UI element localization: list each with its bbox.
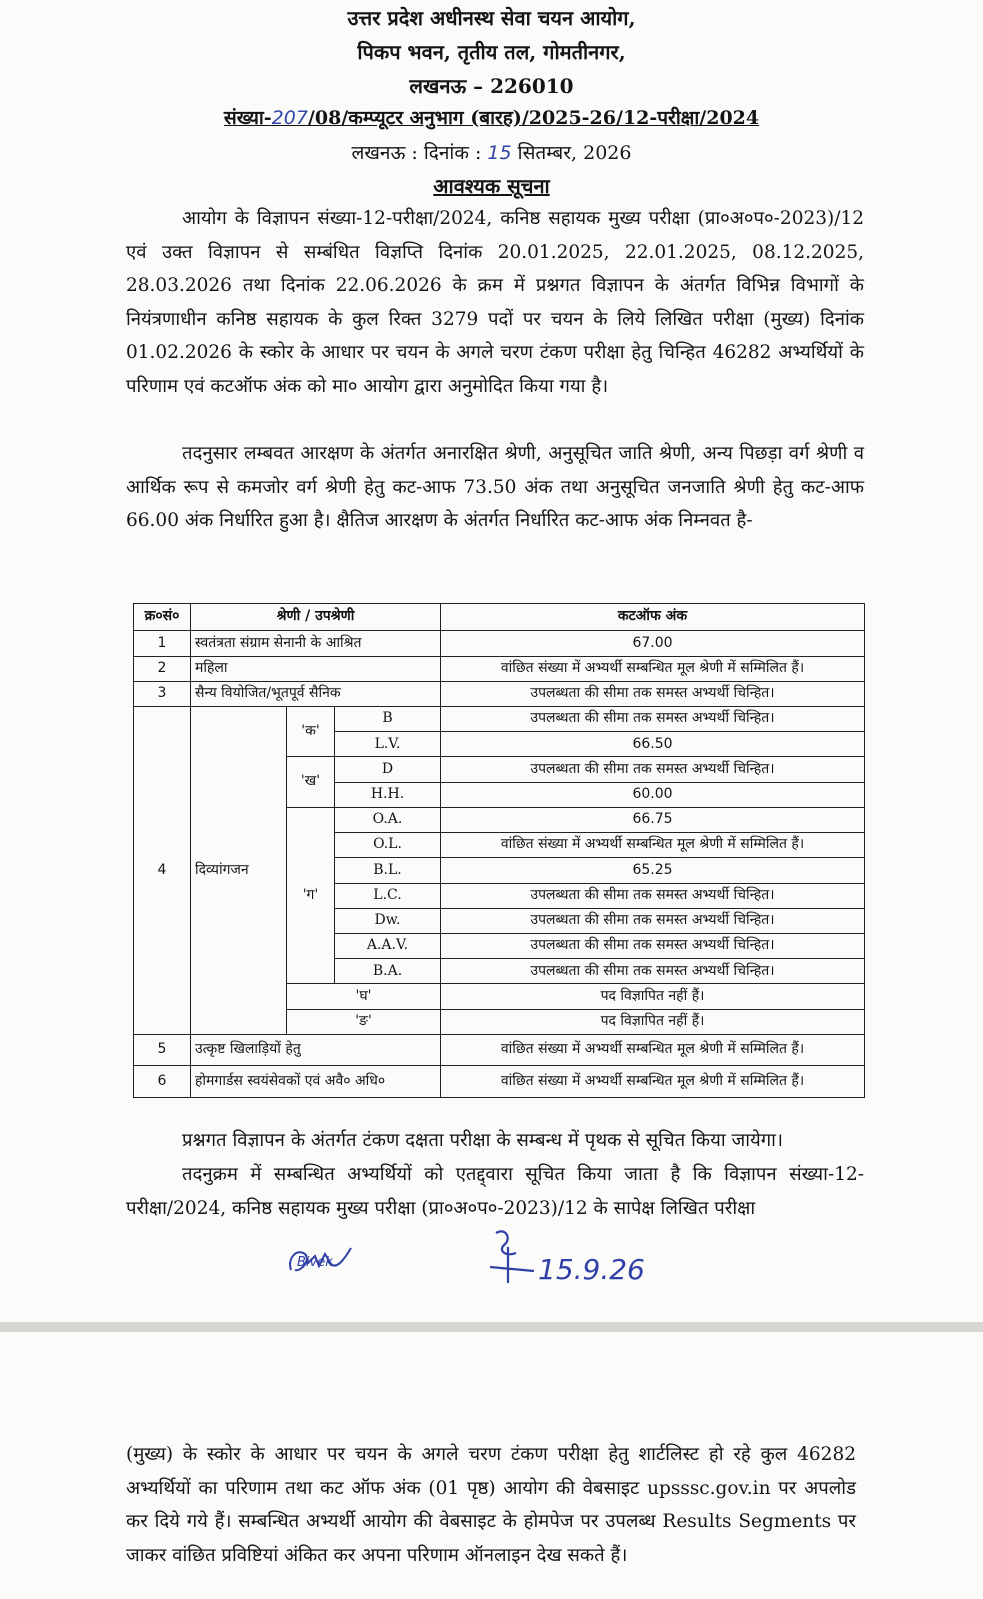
table-row bbox=[134, 656, 865, 681]
serial-cell: 3 bbox=[134, 681, 191, 706]
group-ka-cell: 'क' bbox=[287, 706, 335, 756]
table-row bbox=[134, 1034, 865, 1066]
serial-cell: 1 bbox=[134, 631, 191, 656]
category-cell: सैन्य वियोजित/भूतपूर्व सैनिक bbox=[191, 681, 441, 706]
serial-cell: 2 bbox=[134, 656, 191, 681]
cutoff-cell: उपलब्धता की सीमा तक समस्त अभ्यर्थी चिन्हित। bbox=[441, 757, 865, 782]
cutoff-cell: पद विज्ञापित नहीं हैं। bbox=[441, 984, 865, 1009]
cutoff-table bbox=[133, 603, 865, 1098]
group-gha-cell: 'घ' bbox=[287, 984, 441, 1009]
table-row bbox=[134, 631, 865, 656]
table-row bbox=[134, 1066, 865, 1098]
cutoff-cell: वांछित संख्या में अभ्यर्थी सम्बन्धित मूल श्रेणी में सम्मिलित हैं। bbox=[441, 833, 865, 858]
paragraph-2-text: तदनुसार लम्बवत आरक्षण के अंतर्गत अनारक्षित श्रेणी, अनुसूचित जाति श्रेणी, अन्य पिछड़ा वर्ग श्रेणी व आर्थिक रूप से कमजोर वर्ग श्रेणी हेतु कट-आफ 73.50 अंक तथा अनुसूचित जनजाति श्रेणी हेतु कट-आफ 66.00 अंक निर्धारित हुआ है। क्षैतिज आरक्षण के अंतर्गत निर्धारित कट-आफ अंक निम्नवत है- bbox=[126, 443, 864, 532]
serial-cell: 4 bbox=[134, 706, 191, 1034]
subcode-cell: O.A. bbox=[335, 807, 441, 832]
paragraph-1 bbox=[126, 202, 864, 404]
paragraph-5-text: (मुख्य) के स्कोर के आधार पर चयन के अगले चरण टंकण परीक्षा हेतु शार्टलिस्ट हो रहे कुल 46282 अभ्यर्थियों का परिणाम तथा कट ऑफ अंक (01 पृष्ठ) आयोग की वेबसाइट upsssc.gov.in पर अपलोड कर दिये गये हैं। सम्बन्धित अभ्यर्थी आयोग की वेबसाइट के होमपेज पर उपलब्ध Results Segments पर जाकर वांछित प्रविष्टियां अंकित कर अपना परिणाम ऑनलाइन देख सकते हैं। bbox=[126, 1444, 856, 1566]
paragraph-3-text: प्रश्नगत विज्ञापन के अंतर्गत टंकण दक्षता परीक्षा के सम्बन्ध में पृथक से सूचित किया जायेगा। bbox=[182, 1130, 783, 1151]
header-cutoff: कटऑफ अंक bbox=[441, 604, 865, 631]
ref-prefix: संख्या- bbox=[223, 107, 272, 129]
paragraph-4-text: तदनुक्रम में सम्बन्धित अभ्यर्थियों को एतद्द्वारा सूचित किया जाता है कि विज्ञापन संख्या-12-परीक्षा/2024, कनिष्ठ सहायक मुख्य परीक्षा (प्रा०अ०प०-2023)/12 के सापेक्ष लिखित परीक्षा bbox=[126, 1164, 864, 1219]
header-category: श्रेणी / उपश्रेणी bbox=[191, 604, 441, 631]
cutoff-cell: 60.00 bbox=[441, 782, 865, 807]
subcode-cell: H.H. bbox=[335, 782, 441, 807]
cutoff-cell: उपलब्धता की सीमा तक समस्त अभ्यर्थी चिन्हित। bbox=[441, 681, 865, 706]
subcode-cell: Dw. bbox=[335, 908, 441, 933]
category-cell: स्वतंत्रता संग्राम सेनानी के आश्रित bbox=[191, 631, 441, 656]
signature-date: 15.9.26 bbox=[538, 1253, 645, 1286]
header-org-name: उत्तर प्रदेश अधीनस्थ सेवा चयन आयोग, bbox=[347, 6, 636, 30]
category-cell: दिव्यांगजन bbox=[191, 706, 287, 1034]
cutoff-cell: वांछित संख्या में अभ्यर्थी सम्बन्धित मूल श्रेणी में सम्मिलित हैं। bbox=[441, 1066, 865, 1098]
cutoff-cell: 66.75 bbox=[441, 807, 865, 832]
date-suffix: सितम्बर, 2026 bbox=[517, 142, 632, 164]
cutoff-cell: 67.00 bbox=[441, 631, 865, 656]
subcode-cell: O.L. bbox=[335, 833, 441, 858]
group-ga-cell: 'ग' bbox=[287, 807, 335, 984]
cutoff-cell: 66.50 bbox=[441, 732, 865, 757]
date-prefix: लखनऊ : दिनांक : bbox=[351, 142, 482, 164]
date-handwritten: 15 bbox=[487, 142, 512, 164]
category-cell: उत्कृष्ट खिलाड़ियों हेतु bbox=[191, 1034, 441, 1066]
reference-number bbox=[0, 104, 983, 130]
subcode-cell: D bbox=[335, 757, 441, 782]
cutoff-cell: वांछित संख्या में अभ्यर्थी सम्बन्धित मूल श्रेणी में सम्मिलित हैं। bbox=[441, 656, 865, 681]
paragraph-5 bbox=[126, 1438, 856, 1572]
paragraph-1-text: आयोग के विज्ञापन संख्या-12-परीक्षा/2024, कनिष्ठ सहायक मुख्य परीक्षा (प्रा०अ०प०-2023)/12 एवं उक्त विज्ञापन से सम्बंधित विज्ञप्ति दिनांक 20.01.2025, 22.01.2025, 08.12.2025, 28.03.2026 तथा दिनांक 22.06.2026 के क्रम में प्रश्नगत विज्ञापन के अंतर्गत विभिन्न विभागों के नियंत्रणाधीन कनिष्ठ सहायक के कुल रिक्त 3279 पदों पर चयन के लिये लिखित परीक्षा (मुख्य) दिनांक 01.02.2026 के स्कोर के आधार पर चयन के अगले चरण टंकण परीक्षा हेतु चिन्हित 46282 अभ्यर्थियों के परिणाम एवं कटऑफ अंक को मा० आयोग द्वारा अनुमोदित किया गया है। bbox=[126, 208, 864, 397]
cutoff-cell: उपलब्धता की सीमा तक समस्त अभ्यर्थी चिन्हित। bbox=[441, 706, 865, 731]
page-separator bbox=[0, 1322, 983, 1332]
cutoff-cell: उपलब्धता की सीमा तक समस्त अभ्यर्थी चिन्हित। bbox=[441, 933, 865, 958]
paragraph-4 bbox=[126, 1158, 864, 1225]
paragraph-3 bbox=[126, 1124, 864, 1158]
subcode-cell: L.V. bbox=[335, 732, 441, 757]
category-cell: महिला bbox=[191, 656, 441, 681]
cutoff-cell: पद विज्ञापित नहीं हैं। bbox=[441, 1009, 865, 1034]
cutoff-cell: उपलब्धता की सीमा तक समस्त अभ्यर्थी चिन्हित। bbox=[441, 908, 865, 933]
cutoff-cell: 65.25 bbox=[441, 858, 865, 883]
subcode-cell: B.L. bbox=[335, 858, 441, 883]
group-nga-cell: 'ङ' bbox=[287, 1009, 441, 1034]
subcode-cell: B bbox=[335, 706, 441, 731]
serial-cell: 6 bbox=[134, 1066, 191, 1098]
notice-title: आवश्यक सूचना bbox=[433, 174, 550, 198]
document-page-2 bbox=[0, 1332, 983, 1599]
officer-signature bbox=[486, 1223, 686, 1293]
serial-cell: 5 bbox=[134, 1034, 191, 1066]
ref-handwritten: 207 bbox=[271, 107, 308, 129]
header-address: पिकप भवन, तृतीय तल, गोमतीनगर, bbox=[357, 40, 626, 64]
paragraph-2 bbox=[126, 437, 864, 538]
table-header-row bbox=[134, 604, 865, 631]
table-row bbox=[134, 706, 865, 731]
header-serial: क्र०सं० bbox=[134, 604, 191, 631]
subcode-cell: L.C. bbox=[335, 883, 441, 908]
subcode-cell: A.A.V. bbox=[335, 933, 441, 958]
initials-signature bbox=[285, 1240, 365, 1280]
cutoff-cell: वांछित संख्या में अभ्यर्थी सम्बन्धित मूल श्रेणी में सम्मिलित हैं। bbox=[441, 1034, 865, 1066]
category-cell: होमगार्डस स्वयंसेवकों एवं अवै० अधि० bbox=[191, 1066, 441, 1098]
issue-date bbox=[0, 139, 983, 165]
subcode-cell: B.A. bbox=[335, 959, 441, 984]
group-kha-cell: 'ख' bbox=[287, 757, 335, 807]
table-row bbox=[134, 681, 865, 706]
header-city-pin: लखनऊ – 226010 bbox=[409, 74, 574, 98]
ref-suffix: /08/कम्प्यूटर अनुभाग (बारह)/2025-26/12-परीक्षा/2024 bbox=[307, 107, 760, 129]
initials-signature-text: Bivek bbox=[297, 1255, 333, 1270]
cutoff-cell: उपलब्धता की सीमा तक समस्त अभ्यर्थी चिन्हित। bbox=[441, 959, 865, 984]
cutoff-cell: उपलब्धता की सीमा तक समस्त अभ्यर्थी चिन्हित। bbox=[441, 883, 865, 908]
